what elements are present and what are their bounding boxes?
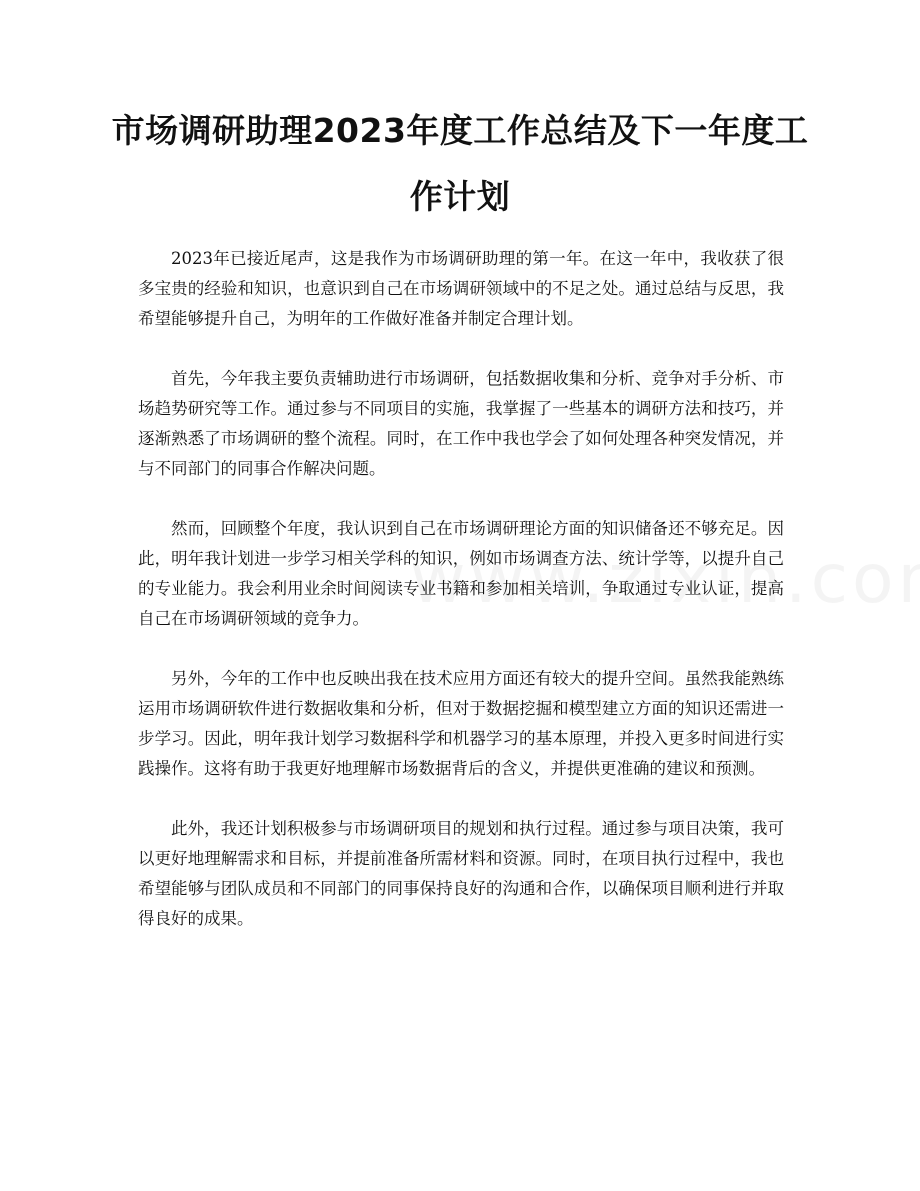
paragraph-2: 首先，今年我主要负责辅助进行市场调研，包括数据收集和分析、竞争对手分析、市场趋势研究等工作。通过参与不同项目的实施，我掌握了一些基本的调研方法和技巧，并逐渐熟悉了市场调研的整个流程。同时，在工作中我也学会了如何处理各种突发情况，并与不同部门的同事合作解决问题。: [138, 369, 784, 478]
paragraph-1: 2023年已接近尾声，这是我作为市场调研助理的第一年。在这一年中，我收获了很多宝贵的经验和知识，也意识到自己在市场调研领域中的不足之处。通过总结与反思，我希望能够提升自己，为明年的工作做好准备并制定合理计划。: [138, 249, 784, 328]
document-body: [138, 244, 784, 964]
paragraph-4: 另外，今年的工作中也反映出我在技术应用方面还有较大的提升空间。虽然我能熟练运用市场调研软件进行数据收集和分析，但对于数据挖掘和模型建立方面的知识还需进一步学习。因此，明年我计划学习数据科学和机器学习的基本原理，并投入更多时间进行实践操作。这将有助于我更好地理解市场数据背后的含义，并提供更准确的建议和预测。: [138, 669, 784, 778]
document-title: 市场调研助理2023年度工作总结及下一年度工作计划: [111, 111, 809, 216]
paragraph-3: 然而，回顾整个年度，我认识到自己在市场调研理论方面的知识储备还不够充足。因此，明年我计划进一步学习相关学科的知识，例如市场调查方法、统计学等，以提升自己的专业能力。我会利用业余时间阅读专业书籍和参加相关培训，争取通过专业认证，提高自己在市场调研领域的竞争力。: [138, 519, 784, 628]
paragraph-5: 此外，我还计划积极参与市场调研项目的规划和执行过程。通过参与项目决策，我可以更好地理解需求和目标，并提前准备所需材料和资源。同时，在项目执行过程中，我也希望能够与团队成员和不同部门的同事保持良好的沟通和合作，以确保项目顺利进行并取得良好的成果。: [138, 819, 784, 928]
